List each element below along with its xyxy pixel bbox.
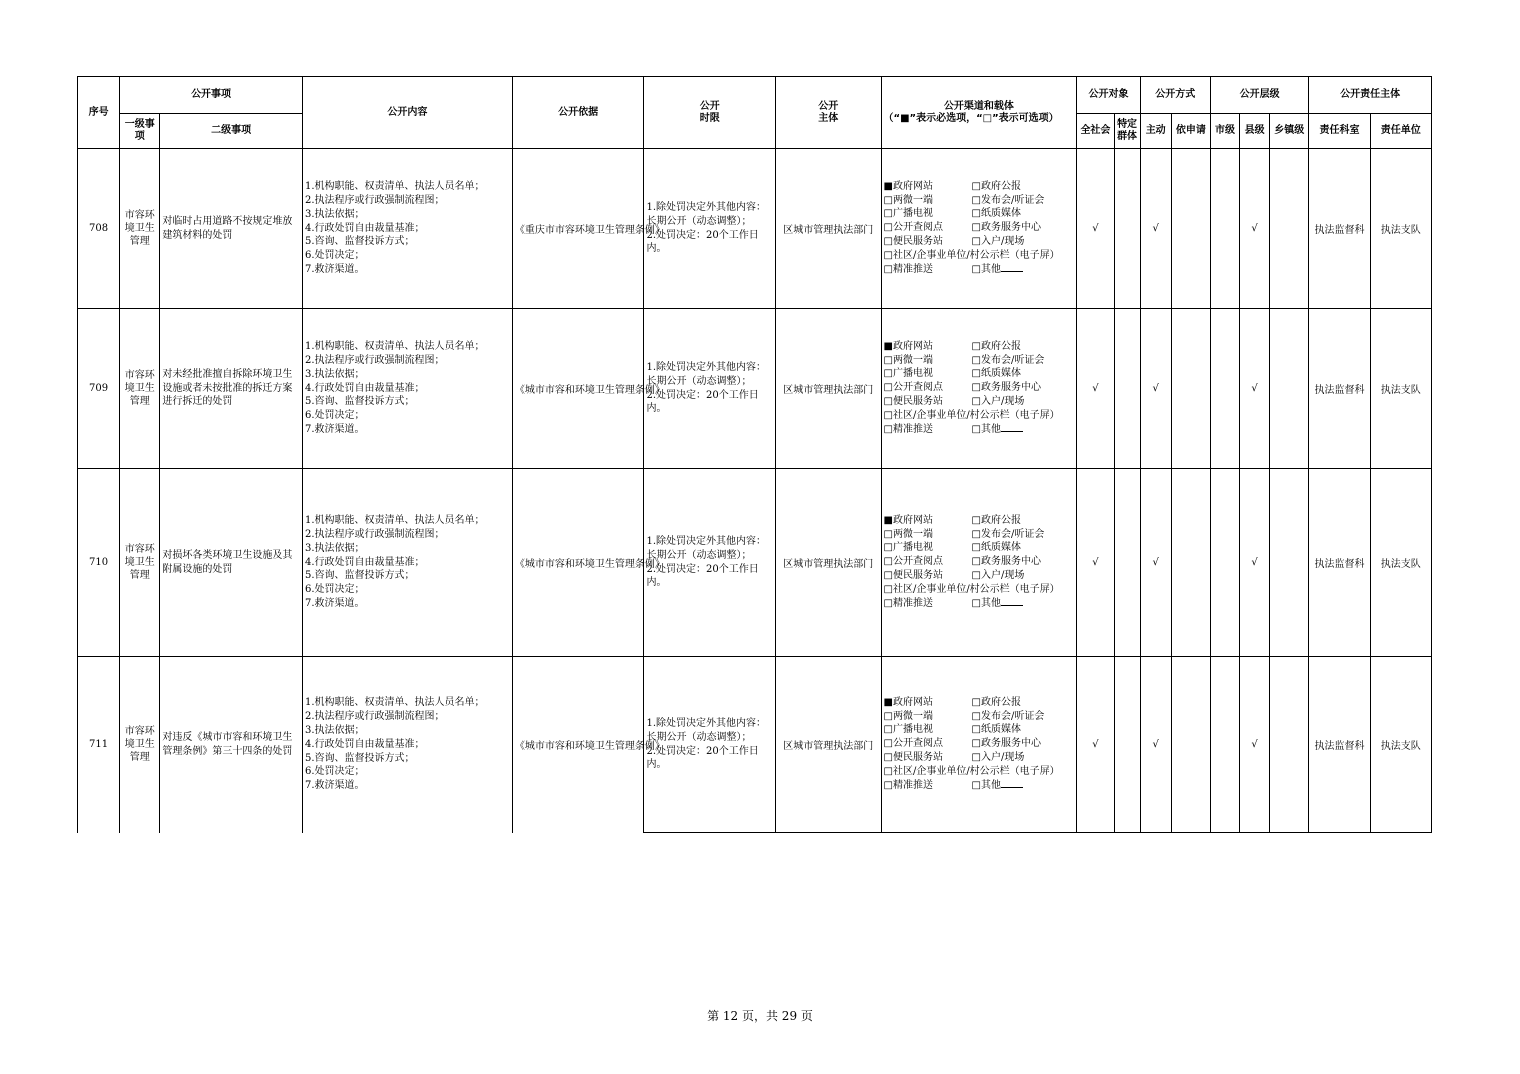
- header-level-town: 乡镇级: [1270, 114, 1309, 149]
- channel-line: [884, 723, 1075, 737]
- channel-option: □入户/现场: [971, 235, 1025, 247]
- cell-level-county: √: [1240, 309, 1270, 469]
- channel-option: □广播电视: [883, 724, 933, 736]
- header-level-city: 市级: [1210, 114, 1239, 149]
- channel-option: □发布会/听证会: [971, 354, 1045, 366]
- header-object-specific: 特定群体: [1114, 114, 1140, 149]
- header-level2: 二级事项: [160, 114, 303, 149]
- cell-content: 1.机构职能、权责清单、执法人员名单； 2.执法程序或行政强制流程图； 3.执法依据； 4.行政处罚自由裁量基准； 5.咨询、监督投诉方式； 6.处罚决定； 7.救济渠道。: [302, 149, 512, 309]
- channel-option: □纸质媒体: [971, 368, 1021, 380]
- channel-option: □精准推送: [883, 264, 933, 276]
- channel-option: □精准推送: [883, 780, 933, 792]
- channel-line: [884, 354, 1075, 368]
- cell-resp-office: 执法监督科: [1309, 149, 1370, 309]
- channel-option: □公开查阅点: [883, 382, 943, 394]
- channel-option: □发布会/听证会: [971, 528, 1045, 540]
- cell-subject: 区城市管理执法部门: [776, 469, 881, 657]
- cell-time-limit: 1.除处罚决定外其他内容：长期公开（动态调整）； 2.处罚决定：20个工作日内。: [644, 149, 776, 309]
- cell-level-city: [1210, 309, 1239, 469]
- channel-option: □纸质媒体: [971, 724, 1021, 736]
- channel-option: □入户/现场: [971, 395, 1025, 407]
- channel-line: [884, 528, 1075, 542]
- channel-option: □入户/现场: [971, 569, 1025, 581]
- header-seq: 序号: [78, 77, 120, 149]
- cell-level-county: √: [1240, 149, 1270, 309]
- cell-resp-unit: 执法支队: [1370, 469, 1431, 657]
- header-basis: 公开依据: [512, 77, 644, 149]
- disclosure-table: [77, 76, 1432, 833]
- channel-option: □广播电视: [883, 542, 933, 554]
- cell-time-limit: 1.除处罚决定外其他内容：长期公开（动态调整）； 2.处罚决定：20个工作日内。: [644, 309, 776, 469]
- channel-option: □其他: [971, 780, 1001, 792]
- channel-option: □社区/企事业单位/村公示栏（电子屏）: [883, 765, 1060, 777]
- cell-seq: 710: [78, 469, 120, 657]
- cell-level-town: [1270, 149, 1309, 309]
- cell-method-active: √: [1140, 657, 1171, 833]
- channel-option: □便民服务站: [883, 235, 943, 247]
- cell-object-specific: [1114, 469, 1140, 657]
- cell-seq: 711: [78, 657, 120, 833]
- channel-option: □精准推送: [883, 424, 933, 436]
- cell-content: 1.机构职能、权责清单、执法人员名单； 2.执法程序或行政强制流程图； 3.执法依据； 4.行政处罚自由裁量基准； 5.咨询、监督投诉方式； 6.处罚决定； 7.救济渠道。: [302, 657, 512, 833]
- cell-basis: 《城市市容和环境卫生管理条例》: [512, 657, 644, 833]
- header-time-limit-text: 公开 时限: [699, 100, 720, 124]
- header-channel-title: 公开渠道和载体: [943, 100, 1014, 112]
- channel-option: □广播电视: [883, 208, 933, 220]
- channel-option: □政务服务中心: [971, 382, 1041, 394]
- channel-line: [884, 710, 1075, 724]
- channel-line: [884, 514, 1075, 528]
- cell-method-request: [1171, 309, 1210, 469]
- cell-seq: 709: [78, 309, 120, 469]
- table-row: [78, 309, 1432, 469]
- channel-option: □公开查阅点: [883, 222, 943, 234]
- cell-level-city: [1210, 657, 1239, 833]
- channel-option: □政府公报: [971, 514, 1021, 526]
- channel-line: [884, 262, 1075, 277]
- fill-blank: [1001, 262, 1023, 272]
- cell-level-town: [1270, 657, 1309, 833]
- cell-subject: 区城市管理执法部门: [776, 657, 881, 833]
- channel-option: □两微一端: [883, 528, 933, 540]
- cell-content: 1.机构职能、权责清单、执法人员名单； 2.执法程序或行政强制流程图； 3.执法依据； 4.行政处罚自由裁量基准； 5.咨询、监督投诉方式； 6.处罚决定； 7.救济渠道。: [302, 309, 512, 469]
- channel-option: ■政府网站: [883, 340, 933, 352]
- cell-channels: [881, 469, 1077, 657]
- cell-resp-office: 执法监督科: [1309, 469, 1370, 657]
- table-row: [78, 469, 1432, 657]
- channel-line: [884, 340, 1075, 354]
- cell-time-limit: 1.除处罚决定外其他内容：长期公开（动态调整）； 2.处罚决定：20个工作日内。: [644, 469, 776, 657]
- cell-method-request: [1171, 657, 1210, 833]
- channel-line: [884, 180, 1075, 194]
- cell-resp-unit: 执法支队: [1370, 149, 1431, 309]
- header-channel: [881, 77, 1077, 149]
- channel-option: □便民服务站: [883, 569, 943, 581]
- cell-method-request: [1171, 469, 1210, 657]
- channel-option: □其他: [971, 424, 1001, 436]
- channel-option: □两微一端: [883, 354, 933, 366]
- cell-level1: 市容环境卫生管理: [120, 149, 160, 309]
- channel-line: [884, 555, 1075, 569]
- header-content: 公开内容: [302, 77, 512, 149]
- header-level-county: 县级: [1240, 114, 1270, 149]
- cell-level1: 市容环境卫生管理: [120, 309, 160, 469]
- cell-subject: 区城市管理执法部门: [776, 149, 881, 309]
- cell-channels: [881, 149, 1077, 309]
- channel-option: □入户/现场: [971, 751, 1025, 763]
- channel-option: ■政府网站: [883, 696, 933, 708]
- fill-blank: [1001, 778, 1023, 788]
- cell-method-active: √: [1140, 469, 1171, 657]
- cell-level-town: [1270, 309, 1309, 469]
- channel-option: □政务服务中心: [971, 556, 1041, 568]
- fill-blank: [1001, 422, 1023, 432]
- channel-line: [884, 541, 1075, 555]
- cell-object-specific: [1114, 309, 1140, 469]
- cell-method-request: [1171, 149, 1210, 309]
- channel-option: □公开查阅点: [883, 556, 943, 568]
- channel-option: □发布会/听证会: [971, 194, 1045, 206]
- cell-level-city: [1210, 469, 1239, 657]
- channel-option: □纸质媒体: [971, 542, 1021, 554]
- cell-basis: 《城市市容和环境卫生管理条例》: [512, 469, 644, 657]
- cell-level2: 对未经批准擅自拆除环境卫生设施或者未按批准的拆迁方案进行拆迁的处罚: [160, 309, 303, 469]
- header-subject-text: 公开 主体: [818, 100, 839, 124]
- channel-line: [884, 395, 1075, 409]
- cell-content: 1.机构职能、权责清单、执法人员名单； 2.执法程序或行政强制流程图； 3.执法依据； 4.行政处罚自由裁量基准； 5.咨询、监督投诉方式； 6.处罚决定； 7.救济渠道。: [302, 469, 512, 657]
- channel-option: □政府公报: [971, 696, 1021, 708]
- cell-level-county: √: [1240, 469, 1270, 657]
- header-resp: 公开责任主体: [1309, 77, 1432, 114]
- table-row: [78, 657, 1432, 833]
- cell-method-active: √: [1140, 149, 1171, 309]
- channel-option: □便民服务站: [883, 751, 943, 763]
- cell-level1: 市容环境卫生管理: [120, 657, 160, 833]
- channel-option: ■政府网站: [883, 514, 933, 526]
- channel-line: [884, 381, 1075, 395]
- header-level1: 一级事项: [120, 114, 160, 149]
- cell-basis: 《重庆市市容环境卫生管理条例》: [512, 149, 644, 309]
- channel-option: □社区/企事业单位/村公示栏（电子屏）: [883, 583, 1060, 595]
- channel-option: □政府公报: [971, 340, 1021, 352]
- header-matter: 公开事项: [120, 77, 303, 114]
- channel-option: □政府公报: [971, 180, 1021, 192]
- channel-option: ■政府网站: [883, 180, 933, 192]
- cell-channels: [881, 657, 1077, 833]
- channel-line: [884, 235, 1075, 249]
- channel-line: [884, 569, 1075, 583]
- cell-channels: [881, 309, 1077, 469]
- channel-option: □精准推送: [883, 598, 933, 610]
- channel-option: □便民服务站: [883, 395, 943, 407]
- channel-option: □两微一端: [883, 710, 933, 722]
- cell-resp-office: 执法监督科: [1309, 309, 1370, 469]
- header-object: 公开对象: [1077, 77, 1140, 114]
- header-method: 公开方式: [1140, 77, 1210, 114]
- channel-line: [884, 596, 1075, 611]
- header-resp-unit: 责任单位: [1370, 114, 1431, 149]
- cell-object-all: √: [1077, 469, 1114, 657]
- header-method-active: 主动: [1140, 114, 1171, 149]
- cell-level2: 对临时占用道路不按规定堆放建筑材料的处罚: [160, 149, 303, 309]
- table-row: [78, 149, 1432, 309]
- channel-option: □公开查阅点: [883, 738, 943, 750]
- cell-level-county: √: [1240, 657, 1270, 833]
- channel-option: □政务服务中心: [971, 738, 1041, 750]
- channel-option: □纸质媒体: [971, 208, 1021, 220]
- cell-level2: 对损坏各类环境卫生设施及其附属设施的处罚: [160, 469, 303, 657]
- cell-object-specific: [1114, 149, 1140, 309]
- channel-option: □其他: [971, 264, 1001, 276]
- header-level: 公开层级: [1210, 77, 1308, 114]
- cell-seq: 708: [78, 149, 120, 309]
- channel-line: [884, 221, 1075, 235]
- channel-option: □发布会/听证会: [971, 710, 1045, 722]
- channel-line: [884, 194, 1075, 208]
- channel-option: □其他: [971, 598, 1001, 610]
- header-method-request: 依申请: [1171, 114, 1210, 149]
- cell-object-all: √: [1077, 149, 1114, 309]
- header-resp-office: 责任科室: [1309, 114, 1370, 149]
- cell-subject: 区城市管理执法部门: [776, 309, 881, 469]
- cell-resp-office: 执法监督科: [1309, 657, 1370, 833]
- cell-level1: 市容环境卫生管理: [120, 469, 160, 657]
- cell-resp-unit: 执法支队: [1370, 309, 1431, 469]
- cell-object-all: √: [1077, 657, 1114, 833]
- channel-line: [884, 367, 1075, 381]
- channel-option: □两微一端: [883, 194, 933, 206]
- page-footer: 第 12 页，共 29 页: [707, 1009, 813, 1023]
- cell-level-town: [1270, 469, 1309, 657]
- channel-option: □广播电视: [883, 368, 933, 380]
- cell-time-limit: 1.除处罚决定外其他内容：长期公开（动态调整）； 2.处罚决定：20个工作日内。: [644, 657, 776, 833]
- cell-level-city: [1210, 149, 1239, 309]
- cell-object-all: √: [1077, 309, 1114, 469]
- fill-blank: [1001, 596, 1023, 606]
- cell-resp-unit: 执法支队: [1370, 657, 1431, 833]
- channel-option: □社区/企事业单位/村公示栏（电子屏）: [883, 409, 1060, 421]
- channel-line: [884, 751, 1075, 765]
- channel-line: [884, 207, 1075, 221]
- channel-line: [884, 737, 1075, 751]
- header-channel-note: （“■”表示必选项，“□”表示可选项）: [883, 112, 1059, 124]
- cell-object-specific: [1114, 657, 1140, 833]
- channel-line: [884, 422, 1075, 437]
- header-subject: [776, 77, 881, 149]
- channel-option: □政务服务中心: [971, 222, 1041, 234]
- channel-option: □社区/企事业单位/村公示栏（电子屏）: [883, 249, 1060, 261]
- header-time-limit: [644, 77, 776, 149]
- cell-method-active: √: [1140, 309, 1171, 469]
- cell-basis: 《城市市容和环境卫生管理条例》: [512, 309, 644, 469]
- channel-line: [884, 696, 1075, 710]
- cell-level2: 对违反《城市市容和环境卫生管理条例》第三十四条的处罚: [160, 657, 303, 833]
- channel-line: [884, 778, 1075, 793]
- header-object-all: 全社会: [1077, 114, 1114, 149]
